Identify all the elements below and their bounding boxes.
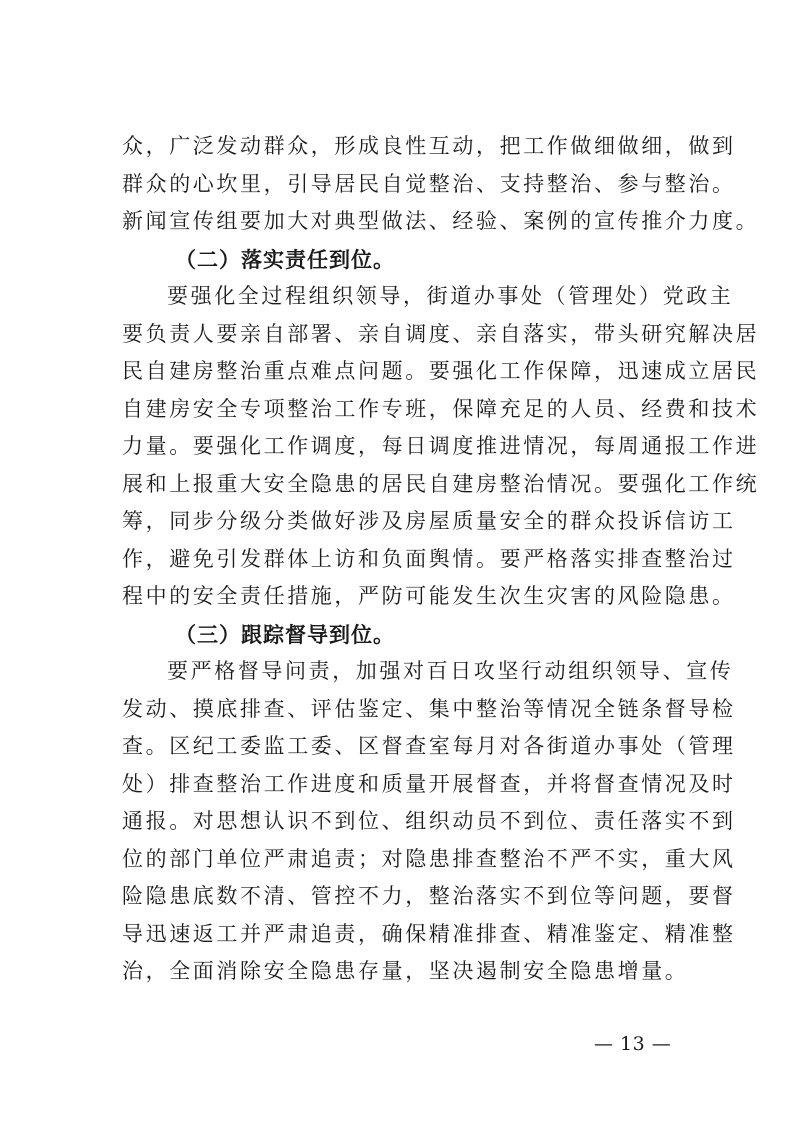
body-text-line: 作，避免引发群体上访和负面舆情。要严格落实排查整治过 xyxy=(122,546,736,571)
body-text-line: 通报。对思想认识不到位、组织动员不到位、责任落实不到 xyxy=(122,809,736,833)
body-text-line: 民自建房整治重点难点问题。要强化工作保障，迅速成立居民 xyxy=(122,359,760,383)
section-heading-2: （二）落实责任到位。 xyxy=(175,246,395,272)
section-heading-3: （三）跟踪督导到位。 xyxy=(175,621,395,647)
body-text-line: 险隐患底数不清、管控不力，整治落实不到位等问题，要督 xyxy=(122,884,736,908)
body-text-line: 程中的安全责任措施，严防可能发生次生灾害的风险隐患。 xyxy=(122,584,736,608)
body-text-line: 处）排查整治工作进度和质量开展督查，并将督查情况及时 xyxy=(122,771,736,796)
body-text-line: 查。区纪工委监工委、区督查室每月对各街道办事处（管理 xyxy=(122,734,736,758)
body-text-line: 导迅速返工并严肃追责，确保精准排查、精准鉴定、精准整 xyxy=(122,921,736,946)
body-text-line: 位的部门单位严肃追责；对隐患排查整治不严不实，重大风 xyxy=(122,846,736,871)
page-number: — 13 — xyxy=(594,1033,672,1055)
body-text-line: 治，全面消除安全隐患存量，坚决遏制安全隐患增量。 xyxy=(122,959,689,983)
body-text-line: 要严格督导问责，加强对百日攻坚行动组织领导、宣传 xyxy=(167,659,734,683)
body-text-line: 要负责人要亲自部署、亲自调度、亲自落实，带头研究解决居 xyxy=(122,321,760,346)
body-text-line: 群众的心坎里，引导居民自觉整治、支持整治、参与整治。 xyxy=(122,171,736,196)
body-text-line: 力量。要强化工作调度，每日调度推进情况，每周通报工作进 xyxy=(122,434,760,458)
body-text-line: 筹，同步分级分类做好涉及房屋质量安全的群众投诉信访工 xyxy=(122,509,736,533)
body-text-line: 发动、摸底排查、评估鉴定、集中整治等情况全链条督导检 xyxy=(122,696,736,721)
body-text-line: 自建房安全专项整治工作专班，保障充足的人员、经费和技术 xyxy=(122,396,760,421)
body-text-line: 新闻宣传组要加大对典型做法、经验、案例的宣传推介力度。 xyxy=(122,209,760,233)
body-text-line: 要强化全过程组织领导，街道办事处（管理处）党政主 xyxy=(167,284,734,308)
body-text-line: 众，广泛发动群众，形成良性互动，把工作做细做细，做到 xyxy=(122,134,736,158)
document-body xyxy=(122,128,760,991)
body-text-line: 展和上报重大安全隐患的居民自建房整治情况。要强化工作统 xyxy=(122,471,760,496)
